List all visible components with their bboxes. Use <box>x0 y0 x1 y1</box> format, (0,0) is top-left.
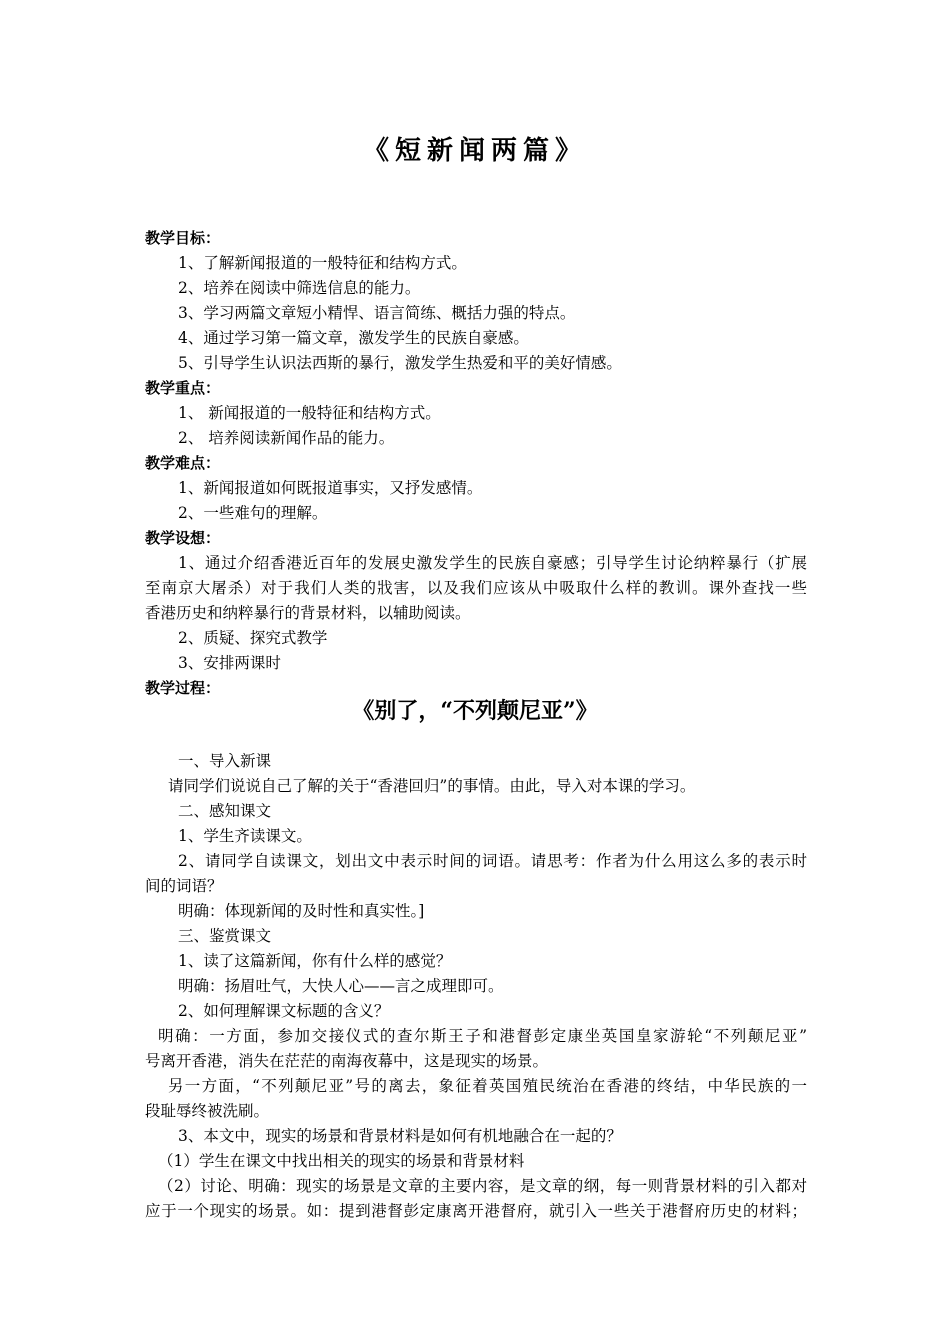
body-line: 明确：一方面，参加交接仪式的查尔斯王子和港督彭定康坐英国皇家游轮“不列颠尼亚” <box>158 1027 807 1045</box>
difficulty-item: 2、一些难句的理解。 <box>178 504 328 522</box>
body-line: 另一方面，“不列颠尼亚”号的离去，象征着英国殖民统治在香港的终结，中华民族的一 <box>168 1077 807 1095</box>
body-line: 明确：扬眉吐气，大快人心——言之成理即可。 <box>178 977 504 995</box>
body-line: 三、鉴赏课文 <box>178 927 272 945</box>
body-line: 间的词语？ <box>145 877 223 895</box>
difficulty-item: 1、新闻报道如何既报道事实，又抒发感情。 <box>178 479 483 497</box>
difficulties-heading: 教学难点： <box>145 454 221 472</box>
design-item1-line: 香港历史和纳粹暴行的背景材料，以辅助阅读。 <box>145 604 471 622</box>
body-line: 2、请同学自读课文，划出文中表示时间的词语。请思考：作者为什么用这么多的表示时 <box>178 852 807 870</box>
design-item: 3、安排两课时 <box>178 654 281 672</box>
goal-item: 1、了解新闻报道的一般特征和结构方式。 <box>178 254 467 272</box>
key-point-item: 2、 培养阅读新闻作品的能力。 <box>178 429 395 447</box>
goal-item: 2、培养在阅读中筛选信息的能力。 <box>178 279 421 297</box>
body-line: 2、如何理解课文标题的含义？ <box>178 1002 390 1020</box>
design-item: 2、质疑、探究式教学 <box>178 629 328 647</box>
body-line: 号离开香港，消失在茫茫的南海夜幕中，这是现实的场景。 <box>145 1052 549 1070</box>
goal-item: 5、引导学生认识法西斯的暴行，激发学生热爱和平的美好情感。 <box>178 354 622 372</box>
key-points-heading: 教学重点： <box>145 379 221 397</box>
body-line: 1、读了这篇新闻，你有什么样的感觉？ <box>178 952 452 970</box>
body-line: 请同学们说说自己了解的关于“香港回归”的事情。由此，导入对本课的学习。 <box>168 777 696 795</box>
body-line: 段耻辱终被洗刷。 <box>145 1102 270 1120</box>
body-line: （1）学生在课文中找出相关的现实的场景和背景材料 <box>158 1152 525 1170</box>
goal-item: 3、学习两篇文章短小精悍、语言简练、概括力强的特点。 <box>178 304 576 322</box>
key-point-item: 1、 新闻报道的一般特征和结构方式。 <box>178 404 441 422</box>
design-heading: 教学设想： <box>145 529 221 547</box>
design-item1-line: 至南京大屠杀）对于我们人类的戕害，以及我们应该从中吸取什么样的教训。课外查找一些 <box>145 579 807 597</box>
body-line: 一、导入新课 <box>178 752 272 770</box>
body-line: 应于一个现实的场景。如：提到港督彭定康离开港督府，就引入一些关于港督府历史的材料； <box>145 1202 807 1220</box>
body-line: 明确：体现新闻的及时性和真实性。] <box>178 902 425 920</box>
lesson-title: 《别了，“不列颠尼亚”》 <box>352 698 598 724</box>
goal-item: 4、通过学习第一篇文章，激发学生的民族自豪感。 <box>178 329 529 347</box>
body-line: 3、本文中，现实的场景和背景材料是如何有机地融合在一起的？ <box>178 1127 622 1145</box>
process-heading: 教学过程： <box>145 679 221 697</box>
design-item1-line: 1、通过介绍香港近百年的发展史激发学生的民族自豪感；引导学生讨论纳粹暴行（扩展 <box>178 554 807 572</box>
goals-heading: 教学目标： <box>145 229 221 247</box>
document-title: 《短新闻两篇》 <box>362 136 587 166</box>
body-line: （2）讨论、明确：现实的场景是文章的主要内容，是文章的纲，每一则背景材料的引入都对 <box>158 1177 807 1195</box>
body-line: 1、学生齐读课文。 <box>178 827 312 845</box>
body-line: 二、感知课文 <box>178 802 272 820</box>
